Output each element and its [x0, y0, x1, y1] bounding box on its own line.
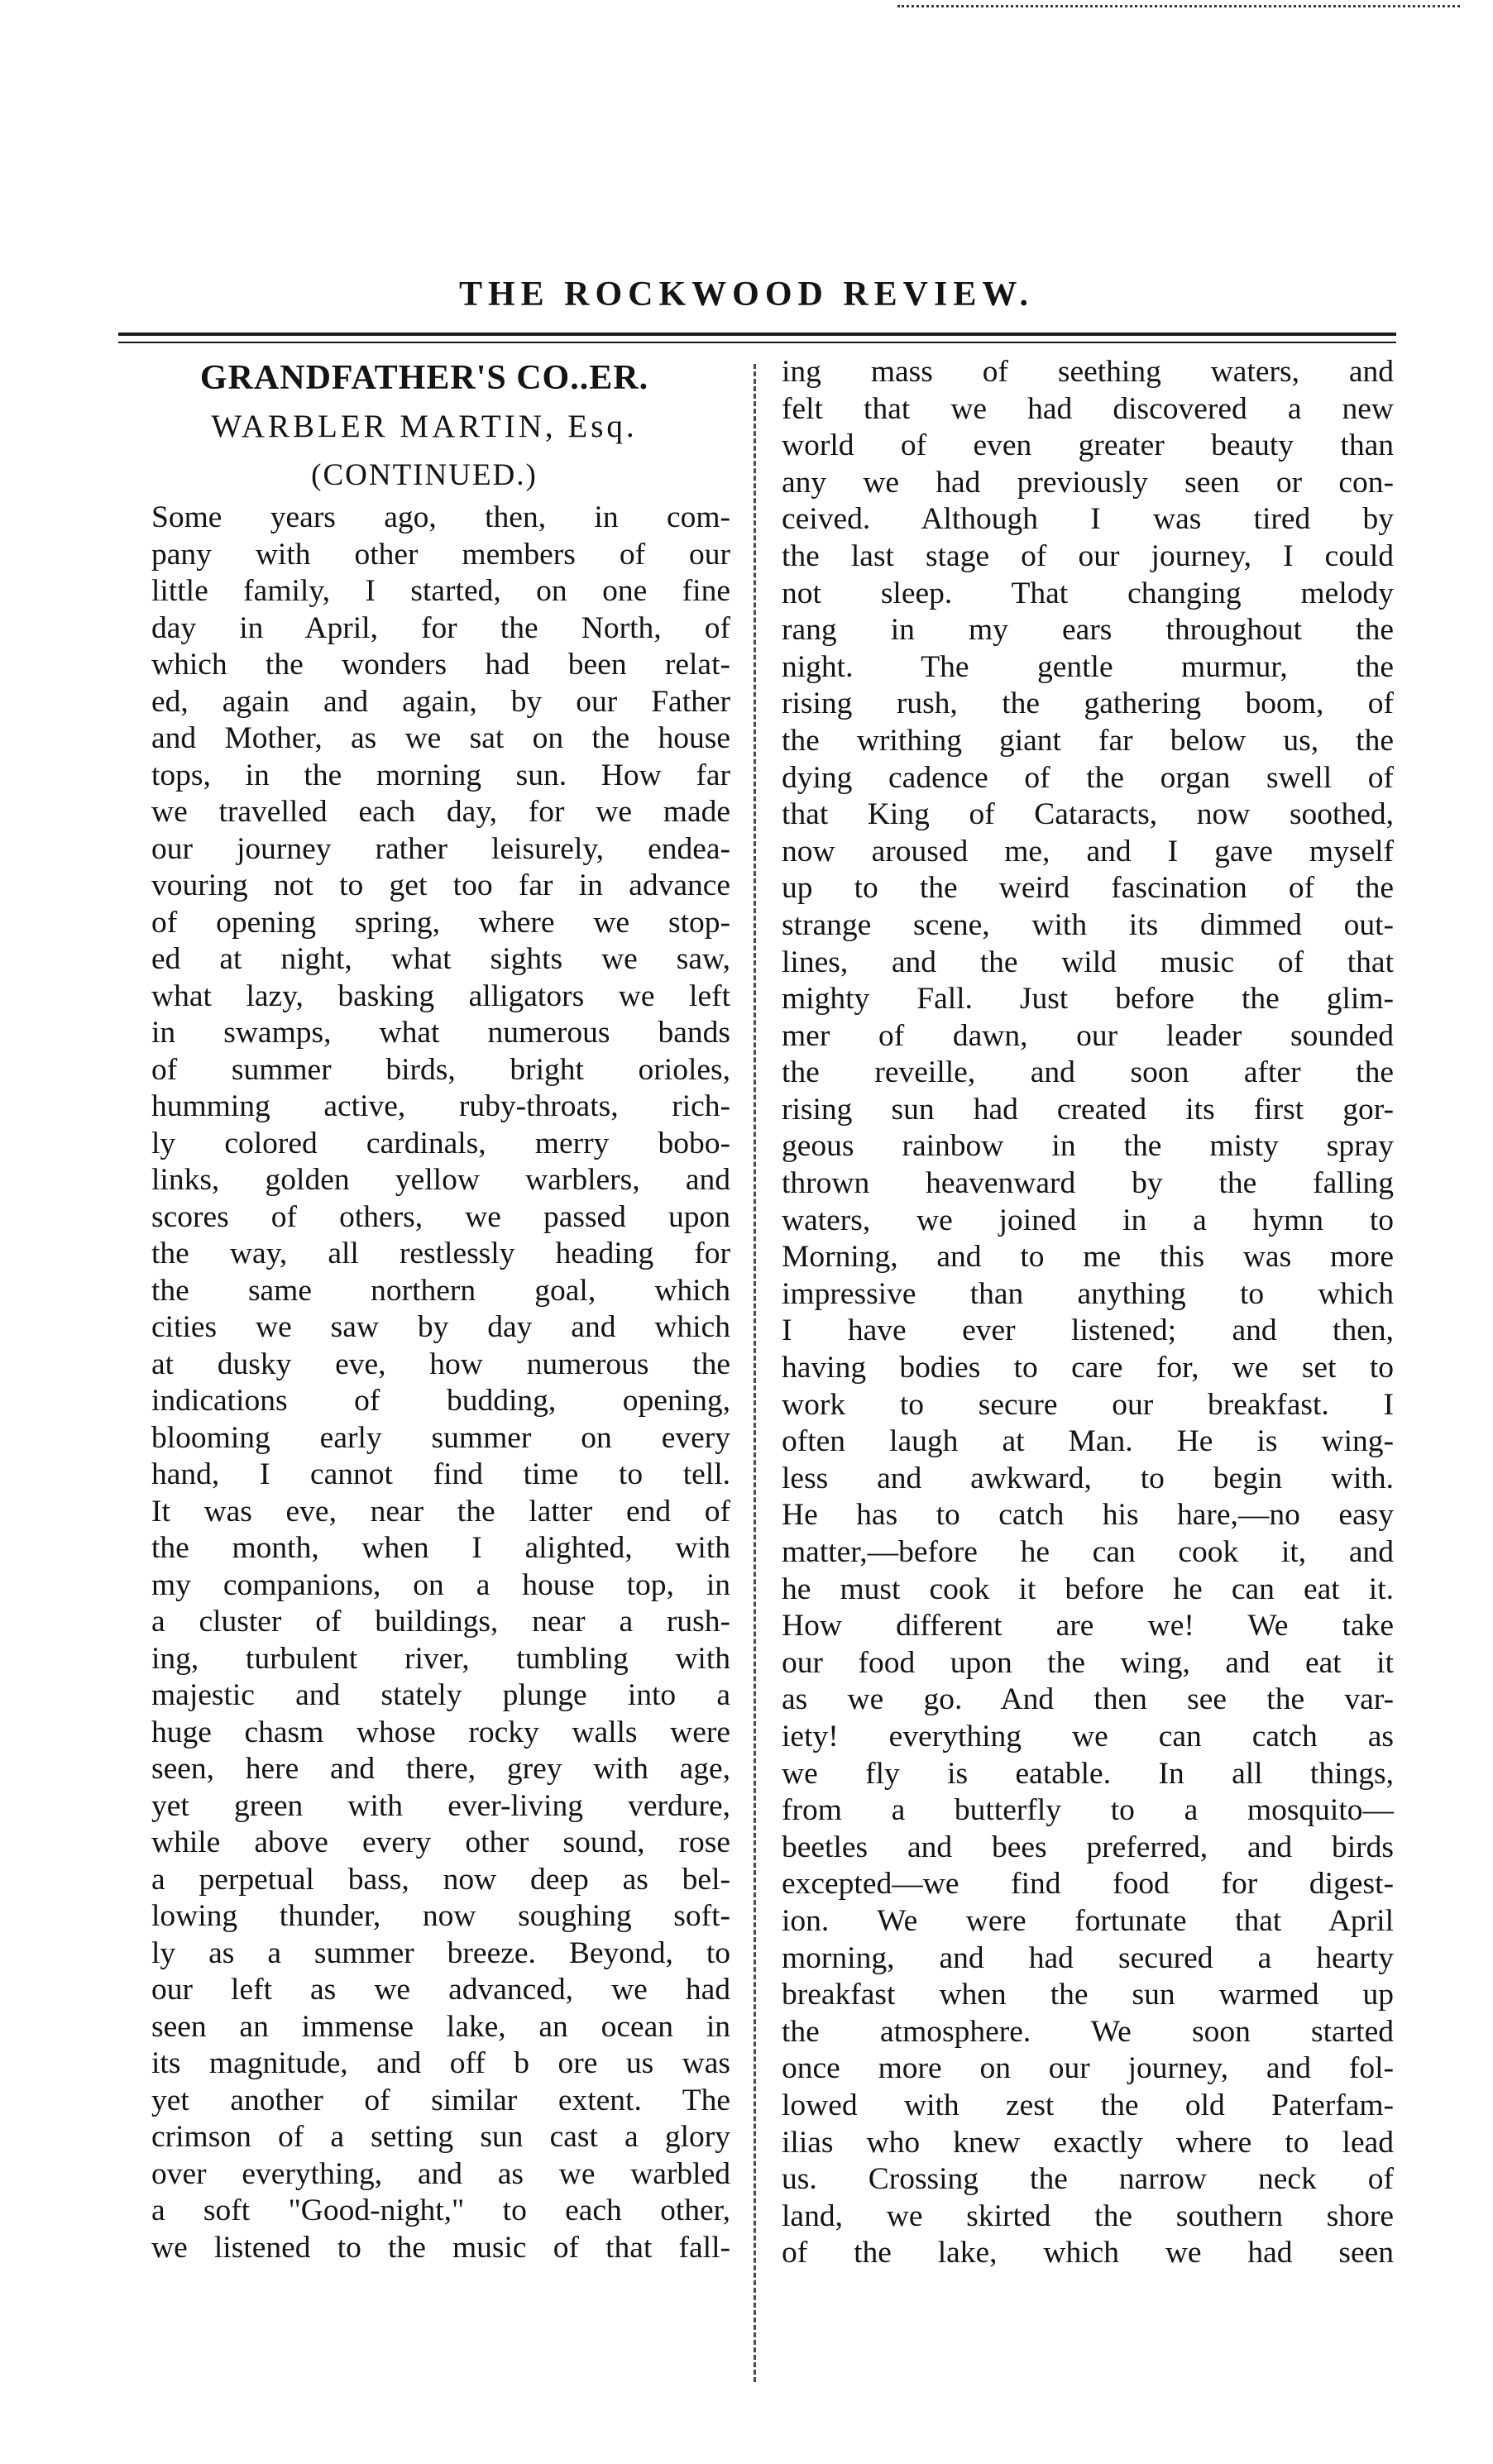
text-line: having bodies to care for, we set to: [782, 1351, 1394, 1385]
right-column: [782, 354, 1394, 2272]
masthead-rule-thin: [118, 342, 1396, 343]
text-line: any we had previously seen or con-: [782, 465, 1394, 500]
text-line: which the wonders had been relat-: [151, 648, 730, 682]
text-line: Morning, and to me this was more: [782, 1240, 1394, 1275]
text-line: a soft "Good-night," to each other,: [151, 2194, 730, 2227]
text-line: the writhing giant far below us, the: [782, 723, 1394, 758]
text-line: land, we skirted the southern shore: [782, 2198, 1394, 2233]
text-line: up to the weird fascination of the: [782, 871, 1394, 906]
text-line: we fly is eatable. In all things,: [782, 1756, 1394, 1791]
text-line: geous rainbow in the misty spray: [782, 1129, 1394, 1164]
text-line: mighty Fall. Just before the glim-: [782, 982, 1394, 1017]
text-line: seen an immense lake, an ocean in: [151, 2009, 730, 2044]
text-line: vouring not to get too far in advance: [151, 868, 730, 902]
article-author: WARBLER MARTIN, Esq.: [211, 409, 638, 444]
text-line: links, golden yellow warblers, and: [151, 1163, 730, 1197]
text-line: humming active, ruby-throats, rich-: [151, 1089, 730, 1123]
text-line: huge chasm whose rocky walls were: [151, 1715, 730, 1749]
text-line: scores of others, we passed upon: [151, 1199, 730, 1234]
text-line: once more on our journey, and fol-: [782, 2051, 1394, 2086]
text-line: the last stage of our journey, I could: [782, 538, 1394, 573]
text-line: ly colored cardinals, merry bobo-: [151, 1126, 730, 1160]
text-line: ing, turbulent river, tumbling with: [151, 1641, 730, 1676]
text-line: yet green with ever-living verdure,: [151, 1788, 730, 1823]
text-line: we listened to the music of that fall-: [151, 2230, 730, 2265]
text-line: as we go. And then see the var-: [782, 1682, 1394, 1717]
text-line: matter,—before he can cook it, and: [782, 1535, 1394, 1569]
text-line: that King of Cataracts, now soothed,: [782, 797, 1394, 832]
text-line: little family, I started, on one fine: [151, 574, 730, 608]
text-line: of summer birds, bright orioles,: [151, 1052, 730, 1087]
text-line: the month, when I alighted, with: [151, 1531, 730, 1565]
text-line: How different are we! We take: [782, 1609, 1394, 1643]
text-line: pany with other members of our: [151, 537, 730, 572]
text-line: excepted—we find food for digest-: [782, 1867, 1394, 1902]
text-line: strange scene, with its dimmed out-: [782, 907, 1394, 942]
text-line: beetles and bees preferred, and birds: [782, 1830, 1394, 1864]
text-line: ilias who knew exactly where to lead: [782, 2125, 1394, 2160]
text-line: hand, I cannot find time to tell.: [151, 1457, 730, 1491]
text-line: ing mass of seething waters, and: [782, 355, 1394, 389]
text-line: lowing thunder, now soughing soft-: [151, 1899, 730, 1933]
text-line: work to secure our breakfast. I: [782, 1387, 1394, 1422]
text-line: impressive than anything to which: [782, 1276, 1394, 1311]
text-line: over everything, and as we warbled: [151, 2156, 730, 2191]
left-column: [118, 354, 730, 2266]
text-line: He has to catch his hare,—no easy: [782, 1498, 1394, 1533]
text-line: at dusky eve, how numerous the: [151, 1347, 730, 1381]
text-line: ly as a summer breeze. Beyond, to: [151, 1935, 730, 1970]
text-line: its magnitude, and off b ore us was: [151, 2046, 730, 2080]
text-line: iety! everything we can catch as: [782, 1719, 1394, 1754]
text-line: the way, all restlessly heading for: [151, 1237, 730, 1270]
text-line: mer of dawn, our leader sounded: [782, 1018, 1394, 1053]
text-line: of opening spring, where we stop-: [151, 905, 730, 940]
text-line: yet another of similar extent. The: [151, 2083, 730, 2117]
text-line: I have ever listened; and then,: [782, 1313, 1394, 1348]
text-line: he must cook it before he can eat it.: [782, 1572, 1394, 1606]
text-line: we travelled each day, for we made: [151, 795, 730, 829]
text-line: ceived. Although I was tired by: [782, 502, 1394, 537]
text-line: night. The gentle murmur, the: [782, 649, 1394, 684]
text-line: world of even greater beauty than: [782, 428, 1394, 463]
text-line: of the lake, which we had seen: [782, 2236, 1394, 2270]
text-line: breakfast when the sun warmed up: [782, 1978, 1394, 2012]
text-line: ion. We were fortunate that April: [782, 1903, 1394, 1938]
right-column-text: [782, 354, 1394, 2272]
text-line: dying cadence of the organ swell of: [782, 760, 1394, 795]
text-line: rising sun had created its first gor-: [782, 1092, 1394, 1127]
text-line: ed at night, what sights we saw,: [151, 942, 730, 976]
text-line: lowed with zest the old Paterfam-: [782, 2088, 1394, 2122]
text-line: and Mother, as we sat on the house: [151, 721, 730, 755]
masthead-rule-thick: [118, 333, 1396, 336]
text-line: us. Crossing the narrow neck of: [782, 2162, 1394, 2197]
text-line: now aroused me, and I gave myself: [782, 834, 1394, 868]
text-line: what lazy, basking alligators we left: [151, 978, 730, 1013]
text-line: thrown heavenward by the falling: [782, 1166, 1394, 1201]
text-line: while above every other sound, rose: [151, 1825, 730, 1859]
text-line: day in April, for the North, of: [151, 610, 730, 645]
page-masthead: THE ROCKWOOD REVIEW.: [458, 275, 1035, 313]
text-line: the atmosphere. We soon started: [782, 2014, 1394, 2049]
text-line: a cluster of buildings, near a rush-: [151, 1605, 730, 1639]
text-line: cities we saw by day and which: [151, 1310, 730, 1344]
text-line: waters, we joined in a hymn to: [782, 1203, 1394, 1237]
article-title: GRANDFATHER'S CO..ER.: [199, 359, 649, 397]
left-column-text: [118, 500, 730, 2266]
text-line: our food upon the wing, and eat it: [782, 1645, 1394, 1680]
text-line: a perpetual bass, now deep as bel-: [151, 1862, 730, 1897]
text-line: often laugh at Man. He is wing-: [782, 1424, 1394, 1459]
text-line: rising rush, the gathering boom, of: [782, 687, 1394, 721]
text-line: morning, and had secured a hearty: [782, 1940, 1394, 1975]
text-line: lines, and the wild music of that: [782, 945, 1394, 979]
text-line: the reveille, and soon after the: [782, 1055, 1394, 1090]
text-line: in swamps, what numerous bands: [151, 1016, 730, 1050]
text-line: not sleep. That changing melody: [782, 576, 1394, 610]
text-line: It was eve, near the latter end of: [151, 1494, 730, 1529]
text-line: crimson of a setting sun cast a glory: [151, 2120, 730, 2154]
text-line: rang in my ears throughout the: [782, 613, 1394, 648]
text-line: Some years ago, then, in com-: [151, 500, 730, 534]
column-divider: [754, 364, 756, 2382]
text-line: ed, again and again, by our Father: [151, 684, 730, 719]
text-line: blooming early summer on every: [151, 1420, 730, 1455]
top-edge-rule: [897, 5, 1460, 7]
continued-note: (CONTINUED.): [311, 458, 538, 492]
text-line: seen, here and there, grey with age,: [151, 1752, 730, 1786]
text-line: the same northern goal, which: [151, 1273, 730, 1308]
text-line: our left as we advanced, we had: [151, 1973, 730, 2007]
text-line: indications of budding, opening,: [151, 1384, 730, 1418]
text-line: tops, in the morning sun. How far: [151, 758, 730, 792]
text-line: felt that we had discovered a new: [782, 391, 1394, 426]
text-line: my companions, on a house top, in: [151, 1567, 730, 1602]
text-line: from a butterfly to a mosquito—: [782, 1793, 1394, 1828]
text-line: majestic and stately plunge into a: [151, 1678, 730, 1712]
text-line: our journey rather leisurely, endea-: [151, 831, 730, 866]
text-line: less and awkward, to begin with.: [782, 1461, 1394, 1495]
